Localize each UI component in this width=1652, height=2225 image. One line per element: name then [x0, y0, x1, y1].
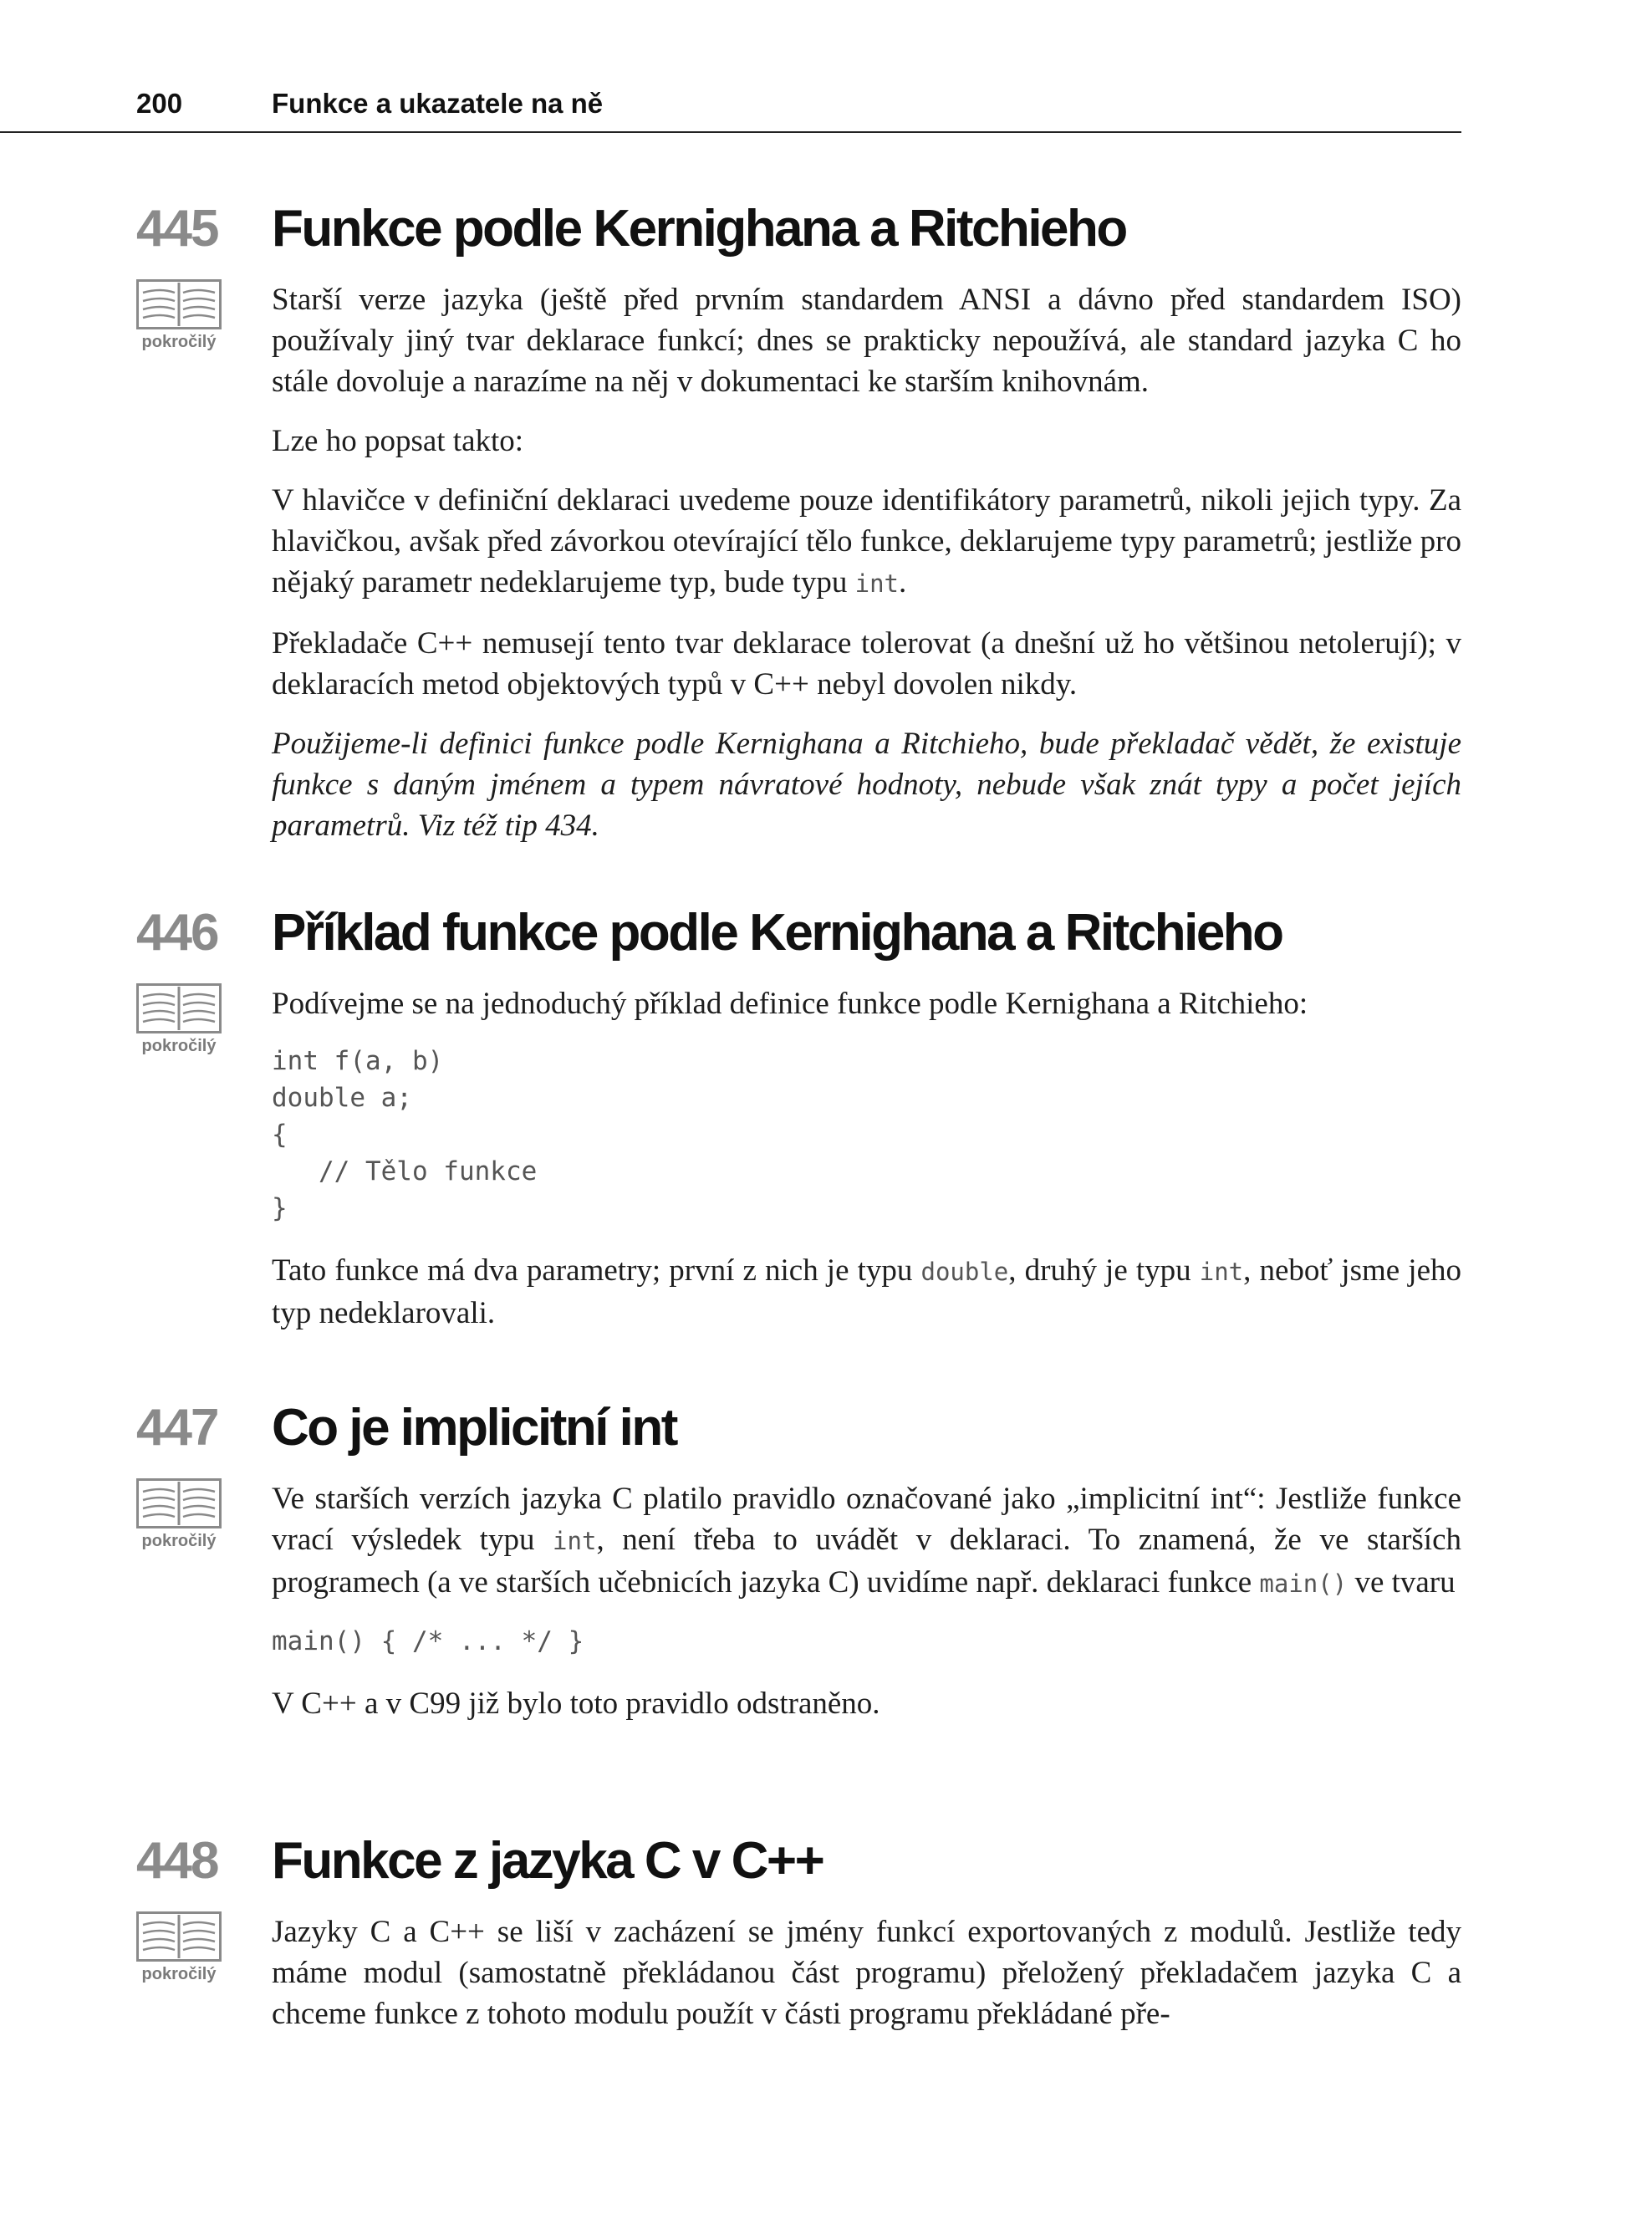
paragraph: Podívejme se na jednoduchý příklad definice funkce podle Kernighana a Ritchieho: [272, 987, 1308, 1021]
paragraph: Starší verze jazyka (ještě před prvním standardem ANSI a dávno před standardem ISO) používaly jiný tvar deklarace funkcí; dnes se prakticky nepoužívá, ale standard jazyka C ho stále dovoluje a narazíme na něj v dokumentaci ke starším knihovnám. [272, 283, 1461, 399]
inline-code: int [854, 569, 899, 598]
tip-number: 447 [136, 1399, 218, 1457]
paragraph: V C++ a v C99 již bylo toto pravidlo odstraněno. [272, 1687, 880, 1721]
tip-number: 446 [136, 904, 218, 962]
level-label: pokročilý [141, 333, 217, 351]
running-head [0, 88, 1461, 133]
paragraph: Tato funkce má dva parametry; první z nich je typu double, druhý je typu int, neboť jsme jeho typ nedeklarovali. [272, 1253, 1461, 1330]
code-line: // Tělo funkce [272, 1156, 538, 1186]
code-block [272, 1623, 1461, 1660]
open-book-icon [136, 279, 222, 329]
code-line: main() { /* ... */ } [272, 1626, 584, 1656]
code-block [272, 1043, 1461, 1227]
open-book-icon [136, 983, 222, 1033]
level-badge [136, 1478, 222, 1551]
level-badge [136, 1911, 222, 1984]
inline-code: main() [1259, 1569, 1348, 1598]
paragraph: Ve starších verzích jazyka C platilo pravidlo označované jako „implicitní int“: Jestliže funkce vrací výsledek typu int, není třeba to uvádět v deklaraci. To znamená, že ve starších programech (a ve starších učebnicích jazyka C) uvidíme např. deklaraci funkce main() ve tvaru [272, 1482, 1461, 1600]
level-label: pokročilý [141, 1965, 217, 1983]
inline-code: int [553, 1527, 597, 1555]
tip-number: 445 [136, 200, 218, 258]
level-badge [136, 983, 222, 1056]
tip-body [272, 1478, 1461, 1743]
page-number: 200 [136, 88, 183, 119]
inline-code: double [920, 1258, 1009, 1286]
code-line: int f(a, b) [272, 1046, 444, 1076]
level-label: pokročilý [141, 1532, 217, 1550]
tip-body [272, 983, 1461, 1352]
level-label: pokročilý [141, 1037, 217, 1055]
inline-code: int [1199, 1258, 1244, 1286]
paragraph: Lze ho popsat takto: [272, 424, 524, 458]
tip-title: Funkce z jazyka C v C++ [272, 1832, 823, 1890]
tip-body [272, 279, 1461, 865]
tip-title: Funkce podle Kernighana a Ritchieho [272, 200, 1126, 258]
code-line: double a; [272, 1083, 412, 1113]
level-badge [136, 279, 222, 352]
paragraph: V hlavičce v definiční deklaraci uvedeme pouze identifikátory parametrů, nikoli jejich typy. Za hlavičkou, avšak před závorkou otevírající tělo funkce, deklarujeme typy parametrů; jestliže pro nějaký parametr nedeklarujeme typ, bude typu int. [272, 483, 1461, 600]
tip-title: Co je implicitní int [272, 1399, 676, 1457]
code-line: } [272, 1193, 288, 1223]
chapter-title: Funkce a ukazatele na ně [272, 88, 604, 119]
tip-body [272, 1911, 1461, 2053]
paragraph: Jazyky C a C++ se liší v zacházení se jmény funkcí exportovaných z modulů. Jestliže tedy máme modul (samostatně překládanou část programu) přeložený překladačem jazyka C a chceme funkce z tohoto modulu použít v části programu překládané pře- [272, 1915, 1461, 2031]
italic-note: Použijeme-li definici funkce podle Kernighana a Ritchieho, bude překladač vědět, že existuje funkce s daným jménem a typem návratové hodnoty, nebude však znát typy a počet jejích parametrů. Viz též tip 434. [272, 727, 1461, 843]
tip-number: 448 [136, 1832, 218, 1890]
open-book-icon [136, 1911, 222, 1962]
tip-title: Příklad funkce podle Kernighana a Ritchieho [272, 904, 1282, 962]
open-book-icon [136, 1478, 222, 1528]
code-line: { [272, 1120, 288, 1150]
paragraph: Překladače C++ nemusejí tento tvar deklarace tolerovat (a dnešní už ho většinou netolerují); v deklaracích metod objektových typů v C++ nebyl dovolen nikdy. [272, 626, 1461, 702]
